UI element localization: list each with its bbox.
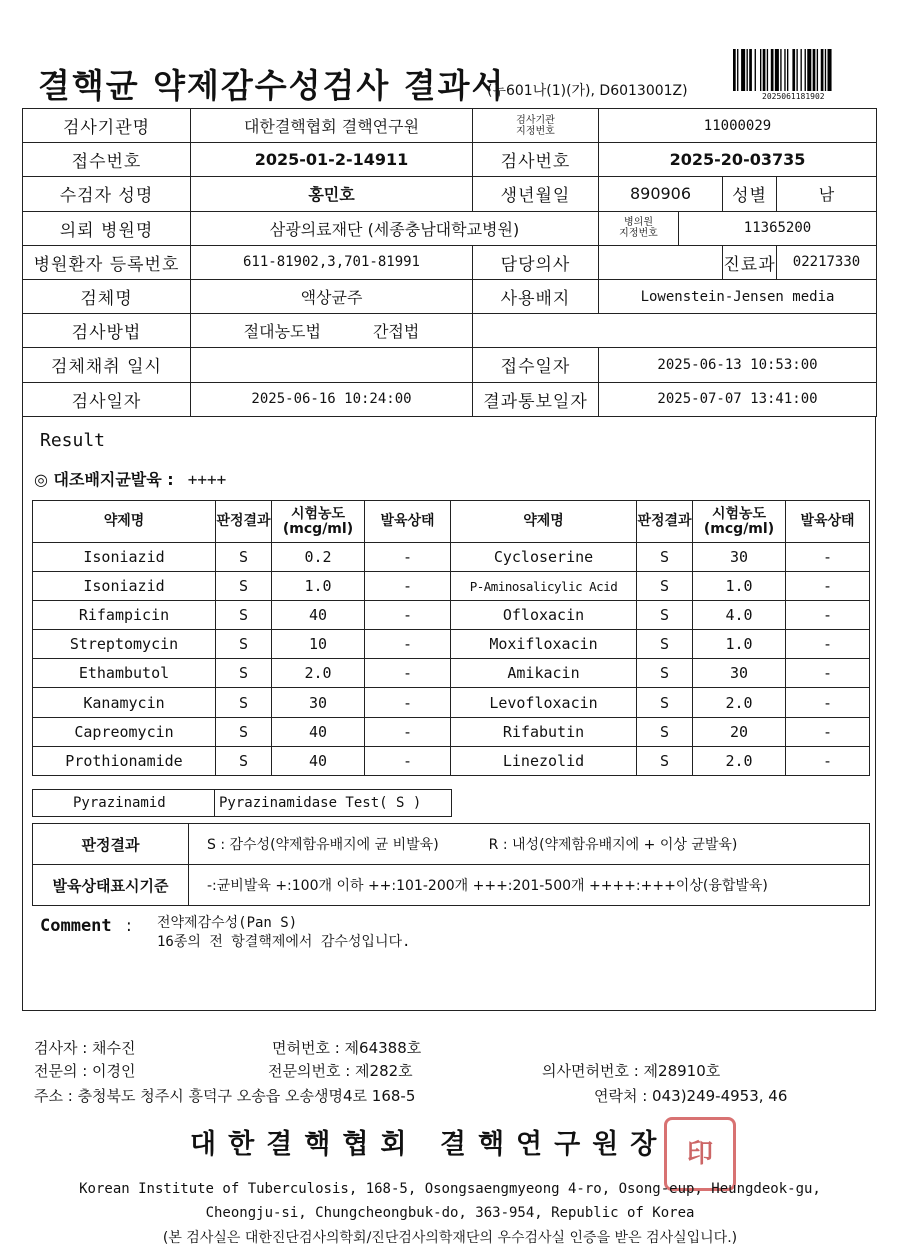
barcode-bar (813, 49, 816, 91)
specialist: 전문의 : 이경인 (34, 1062, 136, 1080)
drug-table (32, 500, 870, 776)
specialist-no: 전문의번호 : 제282호 (268, 1062, 413, 1080)
pza-name: Pyrazinamid (33, 790, 215, 816)
drug-header-cell: 판정결과 (216, 501, 272, 543)
doctor-value (599, 245, 723, 279)
drug-cell: S (216, 543, 272, 572)
method-label: 검사방법 (23, 314, 191, 348)
drug-row (33, 630, 870, 659)
drug-row (33, 746, 870, 775)
drug-row (33, 543, 870, 572)
drug-row (33, 659, 870, 688)
barcode-bar (784, 49, 785, 91)
examiner: 검사자 : 채수진 (34, 1039, 136, 1057)
barcode-bar (737, 49, 738, 91)
doctor-license: 의사면허번호 : 제28910호 (542, 1062, 721, 1080)
drug-cell: Linezolid (451, 746, 637, 775)
drug-cell: 1.0 (693, 572, 786, 601)
lab-label: 검사기관명 (23, 109, 191, 143)
sex-label: 성별 (723, 177, 777, 211)
barcode-bar (775, 49, 779, 91)
drug-cell: 0.2 (272, 543, 365, 572)
drug-cell: Rifabutin (451, 717, 637, 746)
drug-header-cell: 약제명 (451, 501, 637, 543)
drug-cell: 1.0 (693, 630, 786, 659)
lab-no-label: 검사기관 지정번호 (473, 109, 599, 143)
drug-header-cell: 발육상태 (365, 501, 451, 543)
drug-cell: S (637, 630, 693, 659)
drug-row (33, 688, 870, 717)
drug-cell: 4.0 (693, 601, 786, 630)
judgement-label: 판정결과 (33, 824, 189, 865)
lab-value: 대한결핵협회 결핵연구원 (191, 109, 473, 143)
dept-label: 진료과 (723, 245, 777, 279)
drug-cell: S (216, 717, 272, 746)
collect-value (191, 348, 473, 382)
barcode-bar (771, 49, 774, 91)
organization-name: 대한결핵협회 결핵연구원장 (190, 1129, 669, 1160)
drug-cell: 2.0 (693, 688, 786, 717)
drug-cell: 40 (272, 601, 365, 630)
drug-cell: S (637, 659, 693, 688)
barcode (733, 49, 863, 91)
drug-cell: - (786, 688, 870, 717)
barcode-bar (749, 49, 752, 91)
patient-value: 홍민호 (191, 177, 473, 211)
drug-cell: Ethambutol (33, 659, 216, 688)
drug-cell: S (637, 572, 693, 601)
drug-row (33, 717, 870, 746)
drug-cell: - (365, 717, 451, 746)
barcode-bar (792, 49, 795, 91)
barcode-bar (763, 49, 766, 91)
recv-date-value: 2025-06-13 10:53:00 (599, 348, 877, 382)
drug-cell: 30 (272, 688, 365, 717)
legend-table (32, 823, 870, 906)
judgement-value: S : 감수성(약제함유배지에 균 비발육) R : 내성(약제함유배지에 + 이상 균발육) (189, 824, 870, 865)
control-growth: ◎ 대조배지균발육 : ++++ (34, 470, 227, 489)
drug-cell: Prothionamide (33, 746, 216, 775)
drug-cell: - (365, 746, 451, 775)
address: 주소 : 충청북도 청주시 흥덕구 오송읍 오송생명4로 168-5 (34, 1087, 416, 1105)
document-code: (누601나(1)(가), D6013001Z) (487, 83, 688, 99)
drug-header-cell: 시험농도(mcg/ml) (693, 501, 786, 543)
drug-cell: - (365, 659, 451, 688)
english-address-1: Korean Institute of Tuberculosis, 168-5, Osongsaengmyeong 4-ro, Osong-eup, Heungdeok-gu, (79, 1181, 821, 1197)
drug-cell: - (786, 659, 870, 688)
document-title: 결핵균 약제감수성검사 결과서 (38, 66, 506, 105)
drug-header-cell: 판정결과 (637, 501, 693, 543)
barcode-bar (733, 49, 736, 91)
drug-cell: Moxifloxacin (451, 630, 637, 659)
barcode-bar (767, 49, 768, 91)
report-date-value: 2025-07-07 13:41:00 (599, 382, 877, 416)
drug-cell: 1.0 (272, 572, 365, 601)
barcode-bar (780, 49, 781, 91)
hosp-no-label: 병의원 지정번호 (599, 211, 679, 245)
test-date-value: 2025-06-16 10:24:00 (191, 382, 473, 416)
drug-cell: 30 (693, 659, 786, 688)
test-no-label: 검사번호 (473, 143, 599, 177)
drug-cell: 20 (693, 717, 786, 746)
drug-header-cell: 시험농도(mcg/ml) (272, 501, 365, 543)
barcode-bar (821, 49, 824, 91)
barcode-bar (787, 49, 788, 91)
patient-label: 수검자 성명 (23, 177, 191, 211)
test-date-label: 검사일자 (23, 382, 191, 416)
drug-header-cell: 약제명 (33, 501, 216, 543)
medium-value: Lowenstein-Jensen media (599, 279, 877, 313)
drug-cell: Streptomycin (33, 630, 216, 659)
drug-cell: 30 (693, 543, 786, 572)
comment-label: Comment (40, 916, 112, 936)
drug-cell: S (637, 717, 693, 746)
recv-date-label: 접수일자 (473, 348, 599, 382)
drug-cell: S (637, 746, 693, 775)
drug-cell: 10 (272, 630, 365, 659)
drug-cell: - (786, 543, 870, 572)
drug-row (33, 572, 870, 601)
drug-cell: S (637, 688, 693, 717)
drug-cell: P-Aminosalicylic Acid (451, 572, 637, 601)
drug-cell: - (786, 572, 870, 601)
drug-cell: Rifampicin (33, 601, 216, 630)
specimen-label: 검체명 (23, 279, 191, 313)
sex-value: 남 (777, 177, 877, 211)
drug-cell: Levofloxacin (451, 688, 637, 717)
doctor-label: 담당의사 (473, 245, 599, 279)
pza-box (32, 789, 452, 817)
reg-value: 611-81902,3,701-81991 (191, 245, 473, 279)
drug-cell: Kanamycin (33, 688, 216, 717)
drug-row (33, 601, 870, 630)
drug-cell: S (216, 659, 272, 688)
drug-cell: - (365, 601, 451, 630)
pza-test: Pyrazinamidase Test( S ) (219, 795, 422, 811)
drug-cell: - (786, 601, 870, 630)
result-label: Result (40, 430, 106, 451)
barcode-bar (828, 49, 832, 91)
drug-cell: - (786, 717, 870, 746)
comment-colon: : (126, 916, 132, 936)
drug-cell: 40 (272, 717, 365, 746)
drug-cell: - (786, 746, 870, 775)
method-value: 절대농도법 간접법 (191, 314, 473, 348)
drug-cell: S (216, 688, 272, 717)
drug-cell: Isoniazid (33, 543, 216, 572)
drug-cell: 40 (272, 746, 365, 775)
barcode-bar (796, 49, 797, 91)
drug-cell: - (365, 630, 451, 659)
patient-info-table (22, 108, 877, 417)
barcode-bar (807, 49, 811, 91)
official-seal: 印 (664, 1117, 736, 1191)
drug-cell: - (365, 688, 451, 717)
lab-no-value: 11000029 (599, 109, 877, 143)
barcode-number: 2025061181902 (762, 92, 825, 101)
hospital-value: 삼광의료재단 (세종충남대학교병원) (191, 211, 599, 245)
collect-label: 검체채취 일시 (23, 348, 191, 382)
birth-label: 생년월일 (473, 177, 599, 211)
drug-cell: Ofloxacin (451, 601, 637, 630)
drug-cell: - (365, 543, 451, 572)
drug-cell: Capreomycin (33, 717, 216, 746)
license-no: 면허번호 : 제64388호 (272, 1039, 422, 1057)
drug-cell: S (216, 630, 272, 659)
growth-label: 발육상태표시기준 (33, 865, 189, 906)
barcode-bar (825, 49, 826, 91)
drug-cell: 2.0 (693, 746, 786, 775)
english-address-2: Cheongju-si, Chungcheongbuk-do, 363-954, Republic of Korea (205, 1205, 695, 1221)
birth-value: 890906 (599, 177, 723, 211)
drug-cell: - (786, 630, 870, 659)
receipt-value: 2025-01-2-14911 (191, 143, 473, 177)
receipt-label: 접수번호 (23, 143, 191, 177)
growth-value: -:균비발육 +:100개 이하 ++:101-200개 +++:201-500개 ++++:+++이상(융합발육) (189, 865, 870, 906)
specimen-value: 액상균주 (191, 279, 473, 313)
barcode-bar (805, 49, 806, 91)
barcode-bar (741, 49, 745, 91)
drug-header-cell: 발육상태 (786, 501, 870, 543)
drug-cell: S (637, 601, 693, 630)
barcode-bar (817, 49, 818, 91)
hospital-label: 의뢰 병원명 (23, 211, 191, 245)
drug-cell: 2.0 (272, 659, 365, 688)
barcode-bar (755, 49, 756, 91)
drug-cell: Isoniazid (33, 572, 216, 601)
report-date-label: 결과통보일자 (473, 382, 599, 416)
method-empty (473, 314, 877, 348)
drug-cell: S (216, 746, 272, 775)
test-no-value: 2025-20-03735 (599, 143, 877, 177)
drug-cell: S (637, 543, 693, 572)
dept-value: 02217330 (777, 245, 877, 279)
medium-label: 사용배지 (473, 279, 599, 313)
comment-text: 전약제감수성(Pan S) 16종의 전 항결핵제에서 감수성입니다. (157, 915, 411, 950)
reg-label: 병원환자 등록번호 (23, 245, 191, 279)
drug-cell: - (365, 572, 451, 601)
barcode-bar (760, 49, 761, 91)
drug-cell: Cycloserine (451, 543, 637, 572)
contact: 연락처 : 043)249-4953, 46 (594, 1087, 788, 1105)
barcode-bar (747, 49, 748, 91)
drug-cell: S (216, 572, 272, 601)
certification-note: (본 검사실은 대한진단검사의학회/진단검사의학재단의 우수검사실 인증을 받은 검사실입니다.) (162, 1230, 738, 1246)
barcode-bar (801, 49, 802, 91)
hosp-no-value: 11365200 (679, 211, 877, 245)
drug-cell: Amikacin (451, 659, 637, 688)
drug-cell: S (216, 601, 272, 630)
